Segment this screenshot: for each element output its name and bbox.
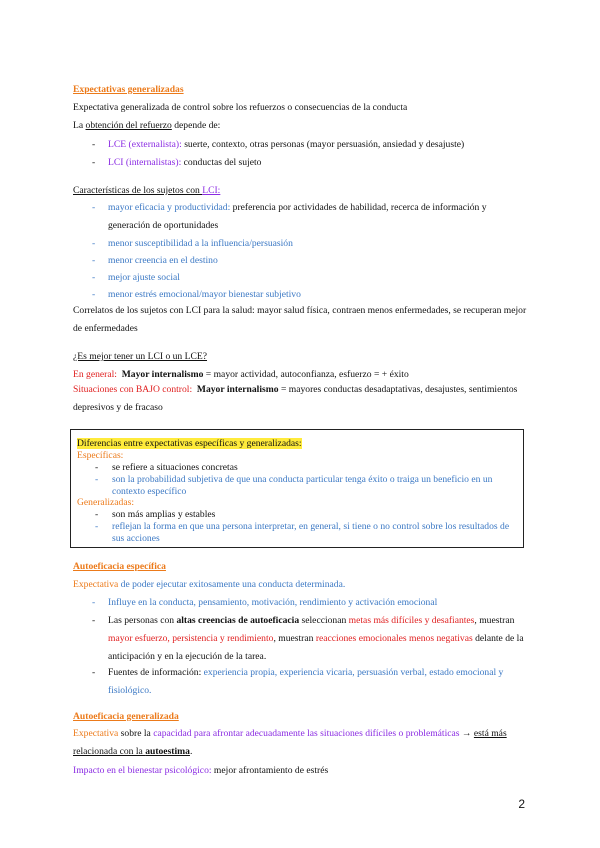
box-esp-item-1: se refiere a situaciones concretas (112, 462, 238, 473)
bullet-dash: - (92, 157, 96, 168)
list-item-fuentes: Fuentes de información: experiencia propia, experiencia vicaria, persuasión verbal, estado emocional y fisiológico. (108, 667, 504, 696)
box-especificas-label: Específicas: (77, 450, 124, 461)
box-gen-item-1: son más amplias y estables (112, 509, 216, 520)
bullet-dash: - (92, 615, 96, 626)
bullet-dash: - (92, 272, 96, 283)
box-gen-item-2: reflejan la forma en que una persona interpretar, en general, si tiene o no control sobre los resultados de sus acciones (112, 521, 510, 544)
list-item-susceptibilidad: menor susceptibilidad a la influencia/persuasión (108, 238, 293, 249)
section-title-caracteristicas: Características de los sujetos con LCI: (73, 185, 221, 196)
list-item-lce: LCE (externalista): suerte, contexto, otras personas (mayor persuasión, ansiedad y desajuste) (108, 139, 465, 150)
bullet-dash: - (92, 202, 96, 213)
bullet-dash: - (92, 597, 96, 608)
box-title: Diferencias entre expectativas específicas y generalizadas: (77, 438, 302, 449)
paragraph-expectativa: Expectativa generalizada de control sobre los refuerzos o consecuencias de la conducta (73, 102, 408, 113)
bullet-dash: - (95, 521, 99, 532)
bullet-dash: - (95, 509, 99, 520)
page-number: 2 (518, 797, 525, 811)
bullet-dash: - (92, 139, 96, 150)
bullet-dash: - (92, 255, 96, 266)
paragraph-obtencion: La obtención del refuerzo depende de: (73, 120, 221, 131)
paragraph-impacto: Impacto en el bienestar psicológico: mejor afrontamiento de estrés (73, 765, 329, 776)
list-item-lci: LCI (internalistas): conductas del sujeto (108, 157, 262, 168)
list-item-estres: menor estrés emocional/mayor bienestar subjetivo (108, 289, 301, 300)
paragraph-general: En general: Mayor internalismo = mayor actividad, autoconfianza, esfuerzo = + éxito (73, 369, 409, 380)
list-item-destino: menor creencia en el destino (108, 255, 218, 266)
section-title-expectativas-generalizadas: Expectativas generalizadas (73, 84, 184, 95)
bullet-dash: - (92, 667, 96, 678)
bullet-dash: - (95, 474, 99, 485)
list-item-ajuste: mejor ajuste social (108, 272, 180, 283)
section-title-autoeficacia-generalizada: Autoeficacia generalizada (73, 711, 179, 722)
paragraph-bajo-control: Situaciones con BAJO control: Mayor internalismo = mayores conductas desadaptativas, desajustes, sentimientos depresivos y de fracaso (73, 384, 518, 413)
section-title-autoeficacia-especifica: Autoeficacia específica (73, 561, 166, 572)
paragraph-expectativa-generalizada: Expectativa sobre la capacidad para afrontar adecuadamente las situaciones difíciles o problemáticas → está más relacionada con la autoestima. (73, 728, 507, 757)
bullet-dash: - (92, 238, 96, 249)
bullet-dash: - (95, 462, 99, 473)
paragraph-correlatos: Correlatos de los sujetos con LCI para la salud: mayor salud física, contraen menos enfermedades, se recuperan mejor de enfermedades (73, 305, 527, 334)
question-lci-lce: ¿Es mejor tener un LCI o un LCE? (73, 351, 208, 362)
list-item-influye: Influye en la conducta, pensamiento, motivación, rendimiento y activación emocional (108, 597, 438, 608)
box-generalizadas-label: Generalizadas: (77, 497, 134, 508)
paragraph-expectativa-especifica: Expectativa de poder ejecutar exitosamente una conducta determinada. (73, 579, 346, 590)
bullet-dash: - (92, 289, 96, 300)
list-item-eficacia: mayor eficacia y productividad: preferencia por actividades de habilidad, recerca de información y generación de oportunidades (108, 202, 487, 231)
list-item-altas-creencias: Las personas con altas creencias de autoeficacia seleccionan metas más difíciles y desafiantes, muestran mayor esfuerzo, persistencia y rendimiento, muestran reacciones emocionales menos negativas delante de la anticipación y en la ejecución de la tarea. (108, 615, 524, 662)
box-esp-item-2: son la probabilidad subjetiva de que una conducta particular tenga éxito o traiga un beneficio en un contexto específico (112, 474, 493, 497)
